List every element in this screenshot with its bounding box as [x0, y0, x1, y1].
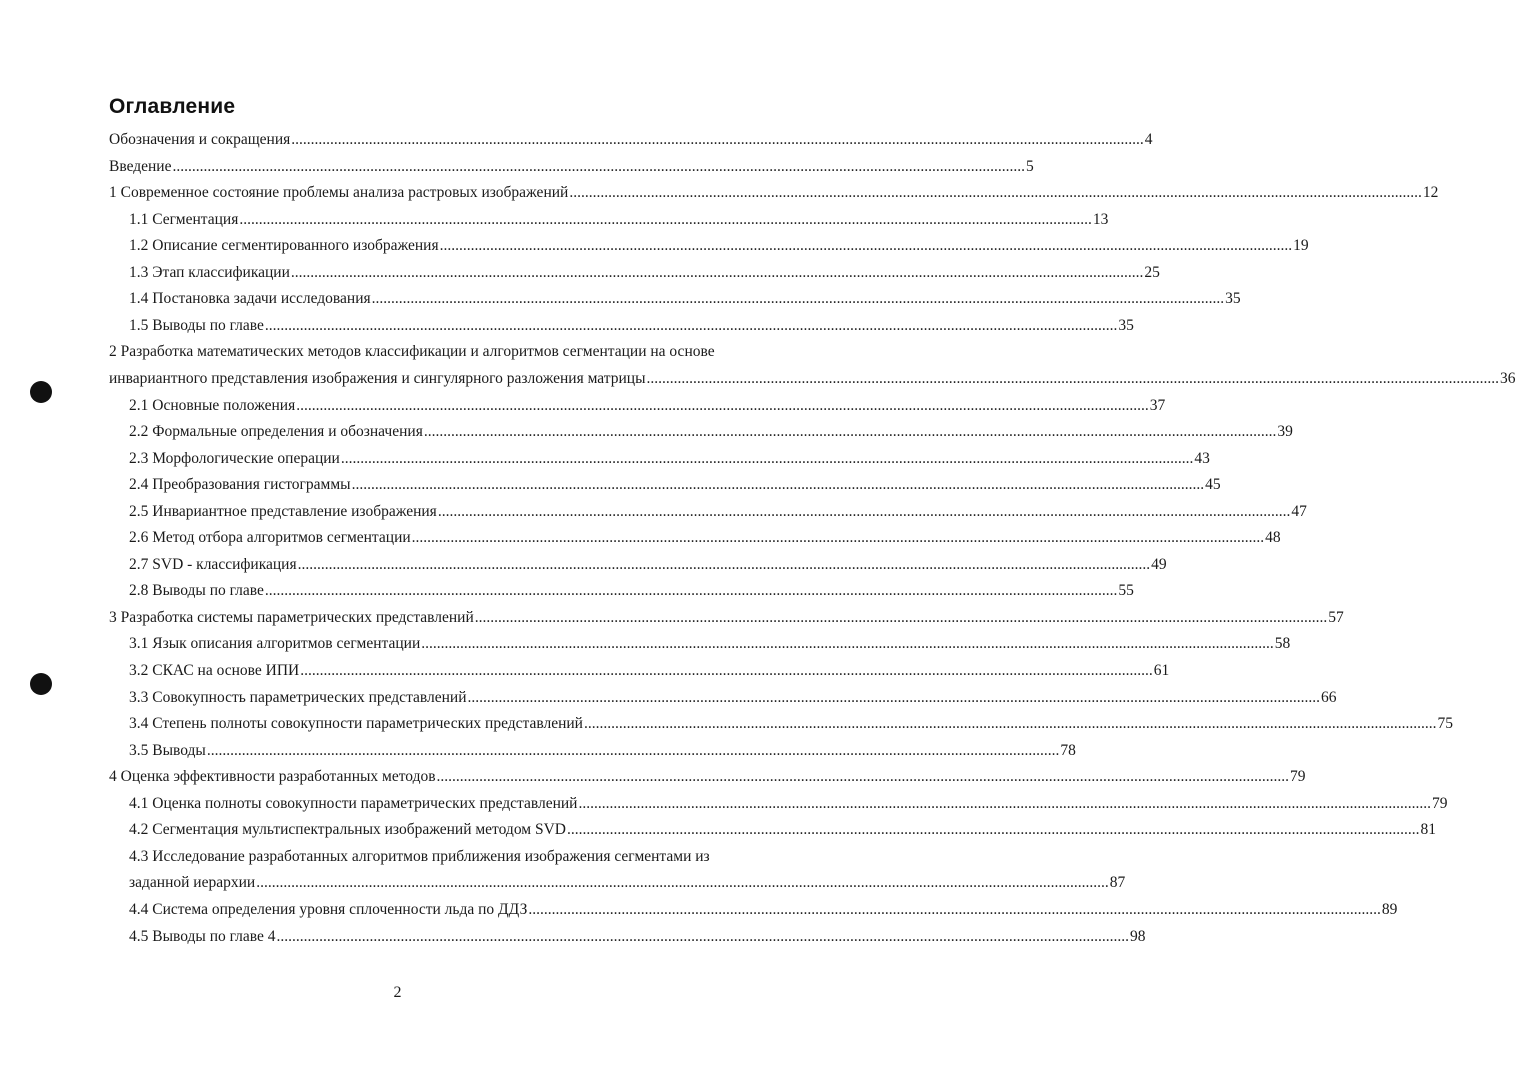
toc-entry[interactable]	[129, 522, 1281, 548]
toc-leader-dots: ............................................................................................................................................................................................................................	[172, 157, 1025, 175]
toc-entry-title: 3.2 СКАС на основе ИПИ	[129, 662, 300, 679]
toc-entry-page: 81	[1420, 821, 1436, 839]
toc-entry-page: 87	[1109, 874, 1126, 892]
toc-entry-page: 36	[1500, 369, 1516, 387]
toc-entry-page: 12	[1422, 184, 1439, 202]
toc-leader-dots: ............................................................................................................................................................................................................................	[340, 449, 1194, 467]
toc-leader-dots: ............................................................................................................................................................................................................................	[467, 688, 1321, 706]
toc-entry[interactable]	[129, 894, 1398, 920]
toc-entry[interactable]	[129, 788, 1448, 814]
toc-entry[interactable]	[109, 761, 1306, 787]
page-title: Оглавление	[109, 95, 236, 118]
toc-leader-dots: ............................................................................................................................................................................................................................	[297, 555, 1151, 573]
toc-entry[interactable]	[129, 628, 1291, 654]
toc-leader-dots: ............................................................................................................................................................................................................................	[296, 396, 1149, 414]
toc-entry[interactable]	[129, 841, 742, 867]
toc-entry[interactable]	[129, 230, 1309, 256]
toc-entry[interactable]	[129, 549, 1167, 575]
toc-entry-title: 1.5 Выводы по главе	[129, 316, 264, 334]
toc-entry-title: 2.2 Формальные определения и обозначения	[129, 423, 423, 441]
toc-entry-page: 43	[1194, 449, 1210, 467]
toc-entry-title: 2.4 Преобразования гистограммы	[129, 476, 351, 494]
toc-entry-page: 4	[1144, 131, 1153, 148]
toc-entry-title: 1.4 Постановка задачи исследования	[129, 290, 371, 308]
toc-entry-title: инвариантного представления изображения и сингулярного разложения матрицы	[109, 369, 646, 387]
toc-entry-title: 3.1 Язык описания алгоритмов сегментации	[129, 635, 421, 653]
toc-leader-dots: ............................................................................................................................................................................................................................	[566, 821, 1420, 839]
toc-entry-page: 48	[1265, 529, 1281, 547]
toc-entry[interactable]	[129, 655, 1170, 681]
toc-entry-page: 13	[1092, 210, 1109, 228]
toc-entry-page: 66	[1321, 688, 1337, 706]
toc-entry-title: 2.7 SVD - классификация	[129, 555, 297, 573]
toc-entry[interactable]	[129, 921, 1146, 947]
punch-hole-mark	[30, 381, 52, 403]
toc-entry[interactable]	[129, 682, 1337, 708]
toc-entry[interactable]	[129, 814, 1436, 840]
toc-entry[interactable]	[129, 310, 1134, 336]
toc-entry[interactable]	[109, 336, 742, 362]
toc-entry-page: 79	[1431, 794, 1448, 812]
toc-leader-dots: ............................................................................................................................................................................................................................	[371, 290, 1225, 308]
toc-entry-title: Введение	[109, 157, 172, 175]
toc-leader-dots: ............................................................................................................................................................................................................................	[436, 768, 1290, 786]
toc-entry[interactable]	[129, 735, 1076, 761]
toc-entry[interactable]	[129, 257, 1160, 283]
toc-entry-page: 5	[1025, 157, 1034, 175]
toc-entry[interactable]	[129, 867, 1126, 893]
toc-entry-page: 45	[1205, 476, 1221, 494]
toc-entry[interactable]	[129, 390, 1166, 416]
toc-entry-title: заданной иерархии	[129, 874, 256, 892]
toc-entry-page: 35	[1118, 316, 1134, 334]
toc-entry-page: 98	[1130, 927, 1146, 945]
toc-entry-title: 4.4 Система определения уровня сплоченности льда по ДДЗ	[129, 900, 528, 918]
toc-leader-dots: ............................................................................................................................................................................................................................	[276, 927, 1130, 945]
toc-entry[interactable]	[129, 204, 1109, 230]
toc-leader-dots: ............................................................................................................................................................................................................................	[264, 316, 1118, 334]
toc-leader-dots: ............................................................................................................................................................................................................................	[239, 210, 1092, 228]
toc-leader-dots: ............................................................................................................................................................................................................................	[206, 741, 1060, 759]
toc-entry-title: 4.5 Выводы по главе 4	[129, 927, 276, 945]
toc-entry-page: 47	[1291, 502, 1307, 520]
toc-entry-page: 49	[1151, 555, 1167, 573]
toc-leader-dots: ............................................................................................................................................................................................................................	[583, 715, 1437, 733]
toc-leader-dots: ............................................................................................................................................................................................................................	[351, 476, 1205, 494]
toc-leader-dots: ............................................................................................................................................................................................................................	[290, 263, 1144, 281]
toc-entry-title: 2.3 Морфологические операции	[129, 449, 340, 467]
toc-entry[interactable]	[129, 469, 1221, 495]
toc-entry-title: 2.6 Метод отбора алгоритмов сегментации	[129, 529, 411, 547]
toc-leader-dots: ............................................................................................................................................................................................................................	[646, 369, 1499, 387]
toc-entry-page: 55	[1118, 582, 1134, 600]
toc-entry-title: 4.2 Сегментация мультиспектральных изображений методом SVD	[129, 821, 566, 839]
toc-leader-dots: ............................................................................................................................................................................................................................	[300, 662, 1153, 679]
toc-entry[interactable]	[129, 443, 1210, 469]
toc-entry-page: 57	[1328, 608, 1344, 626]
toc-leader-dots: ............................................................................................................................................................................................................................	[411, 529, 1265, 547]
toc-entry[interactable]	[109, 363, 1516, 389]
toc-entry-title: 1.3 Этап классификации	[129, 263, 290, 281]
page-number: 2	[393, 984, 402, 1001]
toc-entry-page: 79	[1290, 768, 1306, 786]
toc-leader-dots: ............................................................................................................................................................................................................................	[256, 874, 1109, 892]
toc-entry-page: 61	[1153, 662, 1170, 679]
toc-entry-page: 37	[1149, 396, 1166, 414]
toc-entry-title: 4.1 Оценка полноты совокупности параметрических представлений	[129, 794, 578, 812]
toc-leader-dots: ............................................................................................................................................................................................................................	[439, 237, 1293, 255]
toc-entry[interactable]	[109, 177, 1439, 203]
toc-entry-page: 39	[1277, 423, 1293, 441]
toc-leader-dots: ............................................................................................................................................................................................................................	[437, 502, 1291, 520]
toc-entry-title: 3.5 Выводы	[129, 741, 206, 759]
toc-leader-dots: ............................................................................................................................................................................................................................	[528, 900, 1381, 918]
toc-entry-page: 78	[1060, 741, 1076, 759]
toc-entry-title: 3.4 Степень полноты совокупности параметрических представлений	[129, 715, 583, 733]
toc-entry[interactable]	[129, 416, 1293, 442]
toc-leader-dots: ............................................................................................................................................................................................................................	[569, 184, 1422, 202]
toc-entry-page: 19	[1293, 237, 1309, 255]
toc-entry-title: 2 Разработка математических методов классификации и алгоритмов сегментации на основе	[109, 343, 715, 361]
toc-entry-title: 1.1 Сегментация	[129, 210, 239, 228]
punch-hole-mark	[30, 673, 52, 695]
toc-leader-dots: ............................................................................................................................................................................................................................	[474, 608, 1328, 626]
toc-entry-title: Обозначения и сокращения	[109, 131, 291, 148]
toc-entry-page: 75	[1437, 715, 1453, 733]
toc-entry[interactable]	[109, 151, 1034, 177]
toc-entry[interactable]	[129, 708, 1453, 734]
toc-leader-dots: ............................................................................................................................................................................................................................	[423, 423, 1277, 441]
toc-entry-title: 3 Разработка системы параметрических представлений	[109, 608, 474, 626]
toc-entry[interactable]	[129, 575, 1134, 601]
toc-leader-dots: ............................................................................................................................................................................................................................	[578, 794, 1431, 812]
toc-entry[interactable]	[109, 602, 1344, 628]
toc-entry-title: 1.2 Описание сегментированного изображения	[129, 237, 439, 255]
toc-leader-dots: ............................................................................................................................................................................................................................	[264, 582, 1118, 600]
toc-entry-page: 25	[1144, 263, 1160, 281]
toc-entry-title: 3.3 Совокупность параметрических представлений	[129, 688, 467, 706]
toc-entry-title: 2.8 Выводы по главе	[129, 582, 264, 600]
toc-leader-dots: ............................................................................................................................................................................................................................	[291, 131, 1144, 148]
toc-leader-dots: ............................................................................................................................................................................................................................	[421, 635, 1274, 653]
toc-entry-title: 2.5 Инвариантное представление изображения	[129, 502, 437, 520]
toc-entry-title: 1 Современное состояние проблемы анализа растровых изображений	[109, 184, 569, 202]
toc-entry-page: 35	[1225, 290, 1241, 308]
toc-entry-page: 89	[1381, 900, 1398, 918]
toc-entry[interactable]	[129, 496, 1307, 522]
toc-entry[interactable]	[109, 124, 1153, 150]
toc-entry-title: 4.3 Исследование разработанных алгоритмов приближения изображения сегментами из	[129, 847, 710, 865]
toc-entry-title: 4 Оценка эффективности разработанных методов	[109, 768, 436, 786]
toc-entry[interactable]	[129, 283, 1241, 309]
toc-entry-title: 2.1 Основные положения	[129, 396, 296, 414]
toc-entry-page: 58	[1274, 635, 1291, 653]
